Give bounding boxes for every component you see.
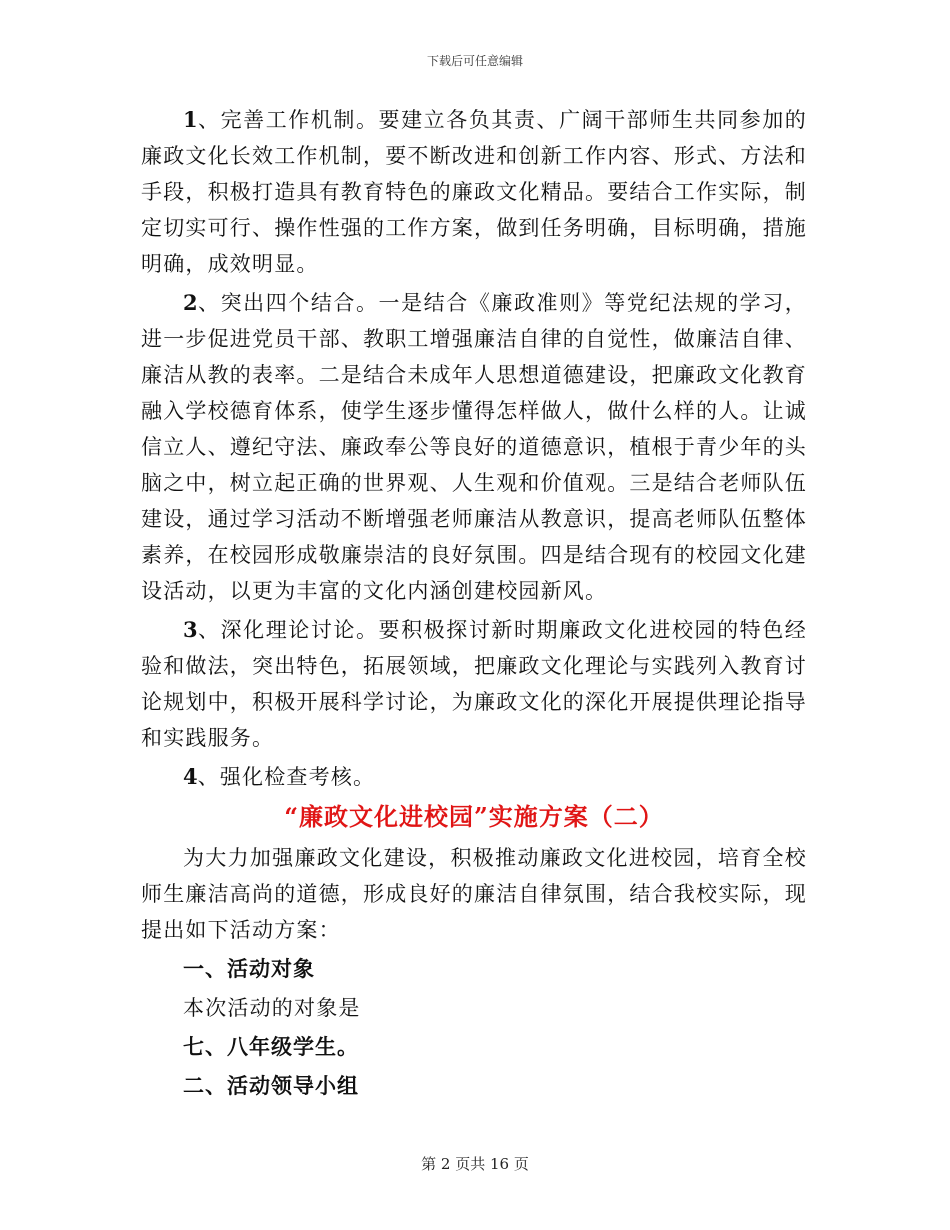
heading-activity-target: 一、活动对象 [183, 956, 315, 981]
item-number: 3 [183, 617, 198, 642]
paragraph-item-2 [141, 285, 807, 609]
activity-target-grades: 七、八年级学生。 [183, 1034, 359, 1059]
heading-leadership-group: 二、活动领导小组 [183, 1073, 359, 1098]
item-number: 2 [183, 290, 198, 315]
item-text: 、突出四个结合。一是结合《廉政准则》等党纪法规的学习，进一步促进党员干部、教职工增强廉洁自律的自觉性，做廉洁自律、廉洁从教的表率。二是结合未成年人思想道德建设，把廉政文化教育融入学校德育体系，使学生逐步懂得怎样做人，做什么样的人。让诚信立人、遵纪守法、廉政奉公等良好的道德意识，植根于青少年的头脑之中，树立起正确的世界观、人生观和价值观。三是结合老师队伍建设，通过学习活动不断增强老师廉洁从教意识，提高老师队伍整体素养，在校园形成敬廉崇洁的良好氛围。四是结合现有的校园文化建设活动，以更为丰富的文化内涵创建校园新风。 [141, 291, 807, 603]
item-number: 1 [183, 107, 198, 132]
paragraph-item-1 [141, 102, 807, 282]
item-text: 、完善工作机制。要建立各负其责、广阔干部师生共同参加的廉政文化长效工作机制，要不断改进和创新工作内容、形式、方法和手段，积极打造具有教育特色的廉政文化精品。要结合工作实际，制定切实可行、操作性强的工作方案，做到任务明确，目标明确，措施明确，成效明显。 [141, 108, 807, 276]
document-body [141, 102, 807, 1107]
paragraph-item-3 [141, 612, 807, 756]
item-text: 、强化检查考核。 [197, 765, 376, 789]
item-text: 、深化理论讨论。要积极探讨新时期廉政文化进校园的特色经验和做法，突出特色，拓展领域，把廉政文化理论与实践列入教育讨论规划中，积极开展科学讨论，为廉政文化的深化开展提供理论指导和实践服务。 [141, 618, 807, 750]
section-title: “廉政文化进校园”实施方案（二） [284, 802, 664, 831]
item-number: 4 [183, 764, 198, 789]
page-footer: 第 2 页共 16 页 [421, 1155, 529, 1173]
activity-target-text: 本次活动的对象是 [183, 996, 361, 1020]
intro-paragraph: 为大力加强廉政文化建设，积极推动廉政文化进校园，培育全校师生廉洁高尚的道德，形成良好的廉洁自律氛围，结合我校实际，现提出如下活动方案： [141, 846, 807, 942]
paragraph-item-4 [141, 759, 807, 795]
page-header: 下载后可任意编辑 [426, 54, 523, 68]
